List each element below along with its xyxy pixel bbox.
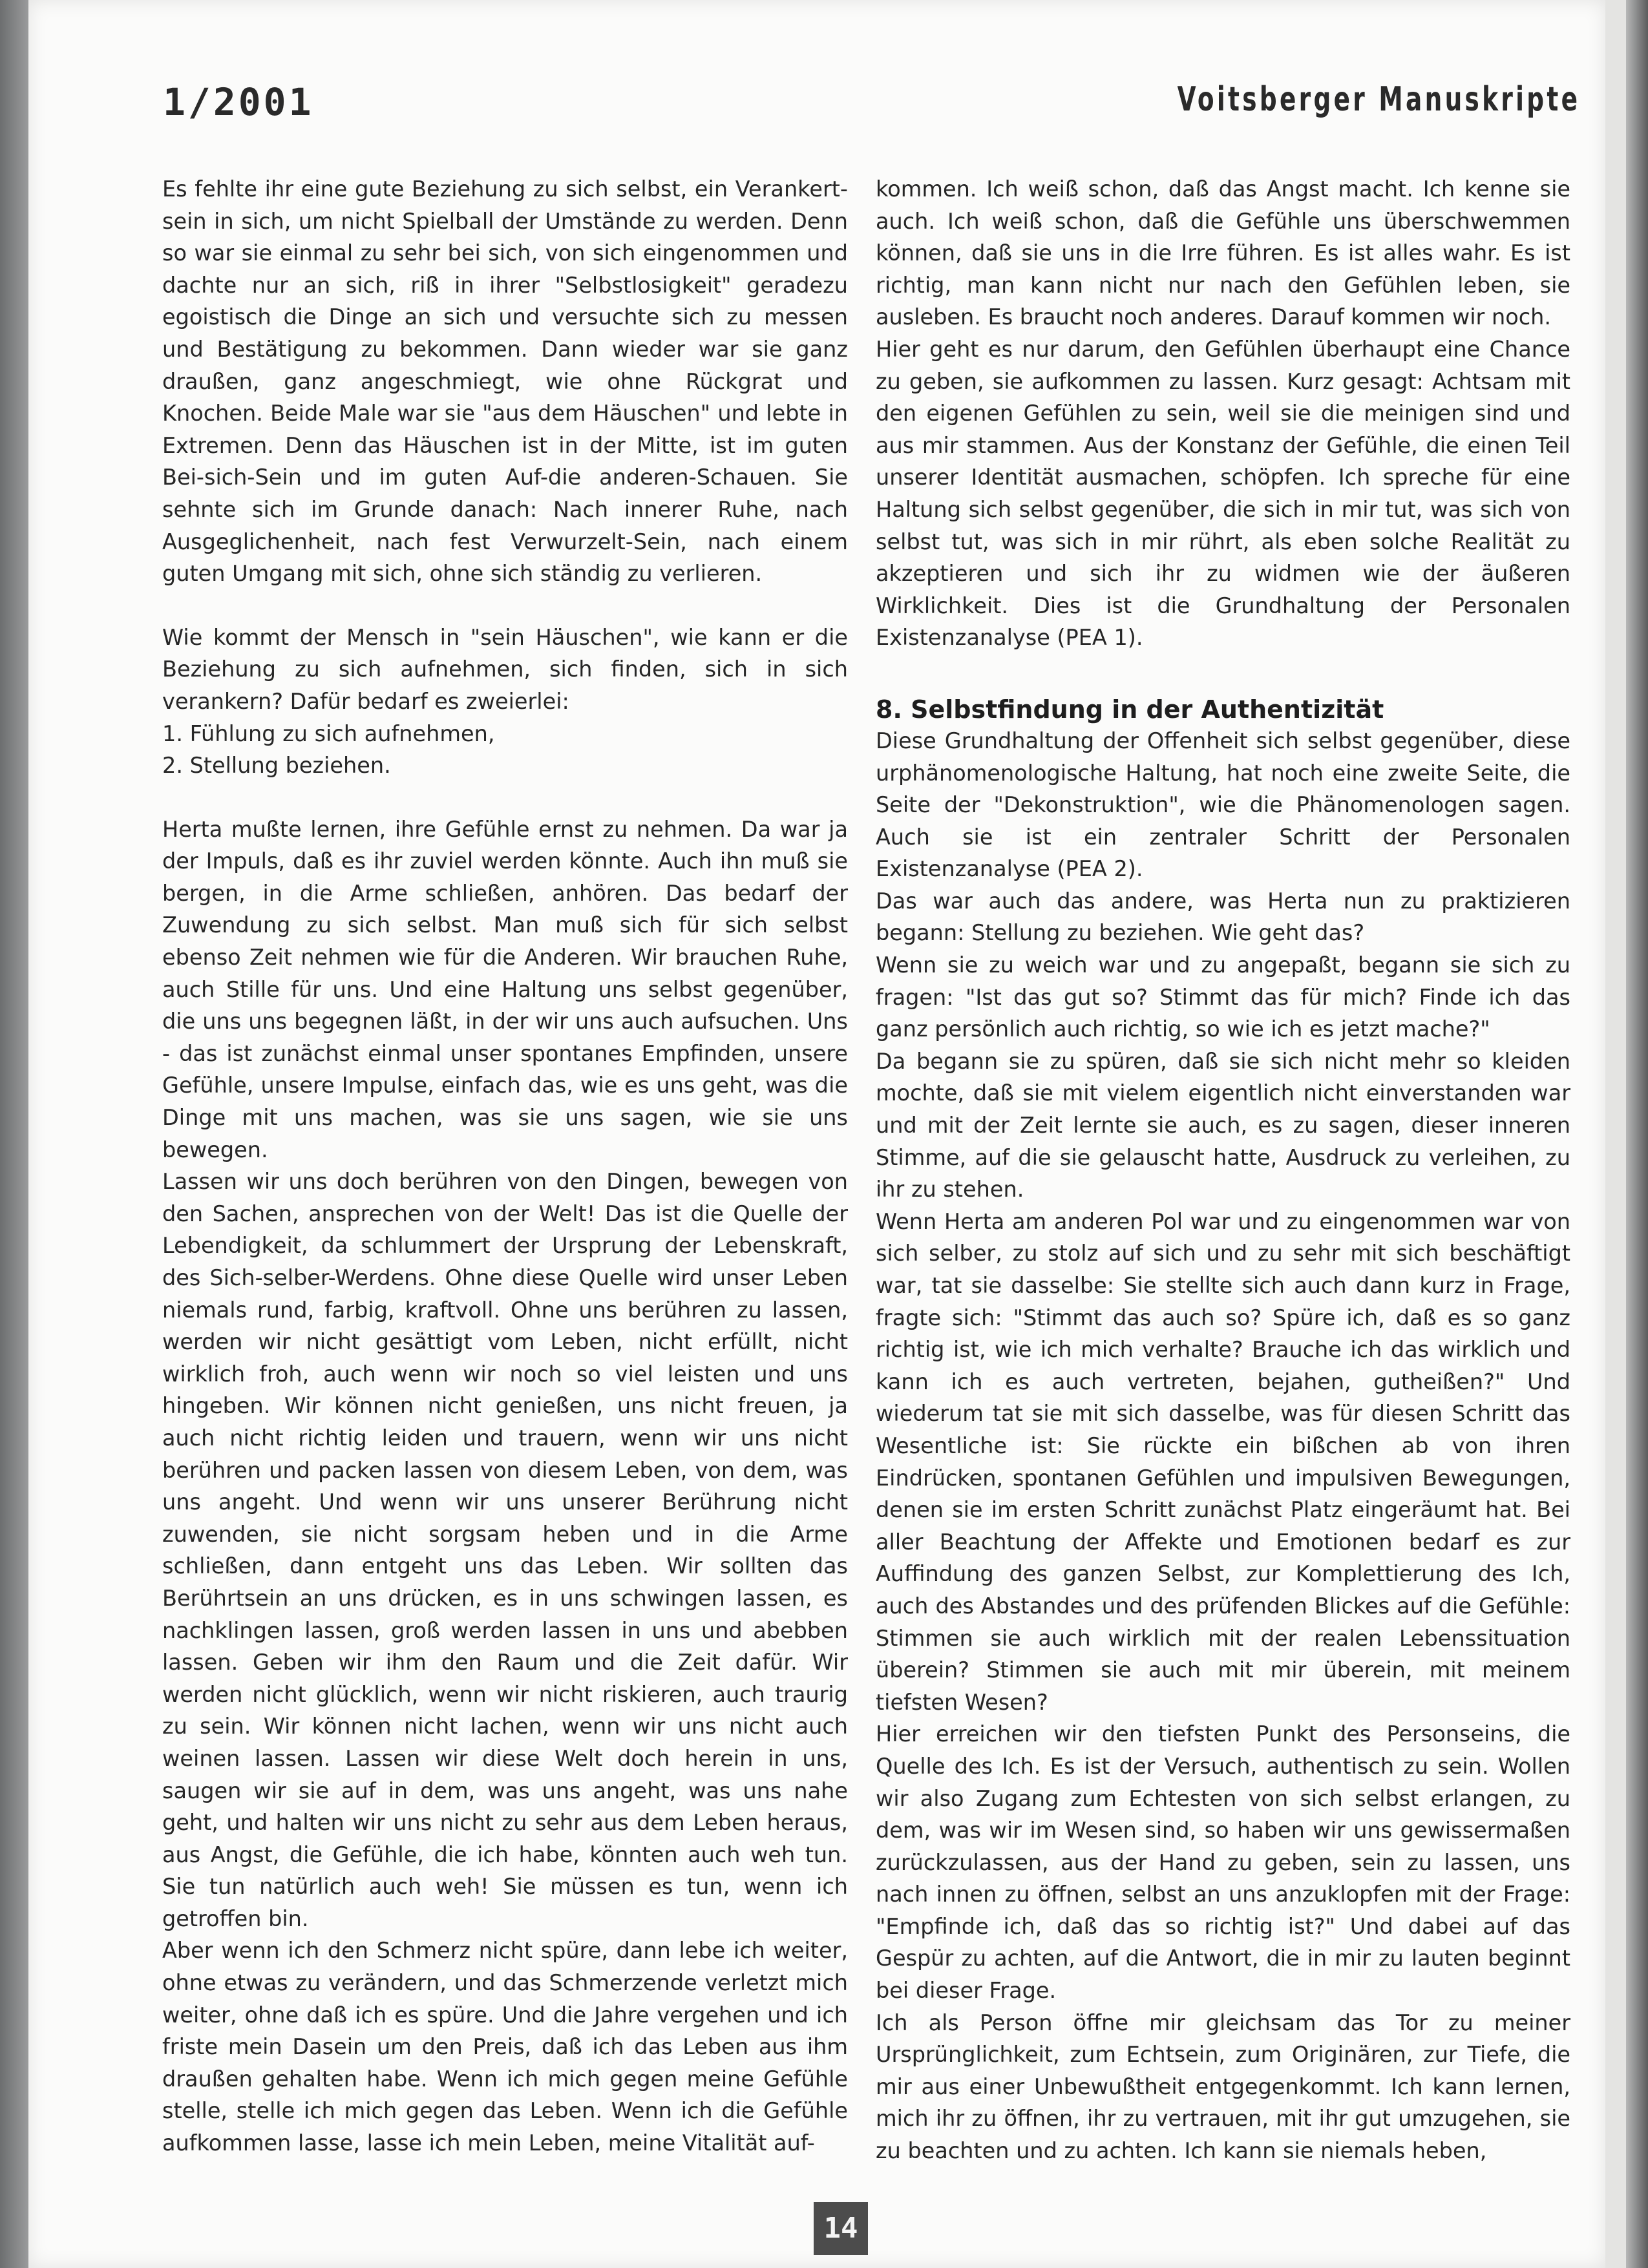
paragraph: Das war auch das andere, was Herta nun zu praktizieren begann: Stellung zu beziehen. Wie geht das?: [876, 888, 1570, 946]
journal-title: Voitsberger Manuskripte: [1177, 80, 1580, 119]
paragraph: Wenn Herta am anderen Pol war und zu eingenommen war von sich selber, zu stolz auf sich und zu sehr mit sich beschäftigt war, tat sie dasselbe: Sie stellte sich auch dann kurz in Frage, fragte sich: "Stimmt das auch so? Spüre ich, daß es so ganz richtig ist, wie ich mich verhalte? Brauche ich das wirklich und kann ich es auch vertreten, bejahen, gutheißen?" Und wiederum tat sie mit sich dasselbe, was für diesen Schritt das Wesentliche ist: Sie rückte ein bißchen ab von ihren Eindrücken, spontanen Gefühlen und impulsiven Bewegungen, denen sie im ersten Schritt zunächst Platz eingeräumt hat. Bei aller Beachtung der Affekte und Emotionen bedarf es zur Auffindung des ganzen Selbst, zur Komplettierung des Ich, auch des Abstandes und des prüfenden Blickes auf die Gefühle: Stimmen sie auch wirklich mit der realen Lebenssituation überein? Stimmen sie auch mit mir überein, mit meinem tiefsten Wesen?: [876, 1208, 1570, 1715]
paragraph: Diese Grundhaltung der Offenheit sich selbst gegenüber, diese urphänomenologische Haltung, hat noch eine zweite Seite, die Seite der "Dekonstruktion", wie die Phänomenologen sagen. Auch sie ist ein zentraler Schritt der Personalen Existenzanalyse (PEA 2).: [876, 728, 1570, 882]
paragraph: Ich als Person öffne mir gleichsam das Tor zu meiner Ursprünglichkeit, zum Echtsein, zum Originären, zur Tiefe, die mir aus einer Unbewußtheit entgegenkommt. Ich kann lernen, mich ihr zu öffnen, ihr zu vertrauen, mit ihr gut umzugehen, sie zu beachten und zu achten. Ich kann sie niemals heben,: [876, 2010, 1570, 2164]
paragraph: Wenn sie zu weich war und zu angepaßt, begann sie sich zu fragen: "Ist das gut so? Stimmt das für mich? Finde ich das ganz persönlich auch richtig, so wie ich es jetzt mache?": [876, 952, 1570, 1042]
scan-shadow-left: [0, 0, 28, 2268]
list-item: 1. Fühlung zu sich aufnehmen,: [162, 720, 495, 746]
paragraph: Da begann sie zu spüren, daß sie sich nicht mehr so kleiden mochte, daß sie mit vielem eigentlich nicht einverstanden war und mit der Zeit lernte sie auch, es zu sagen, dieser inneren Stimme, auf die sie gelauscht hatte, Ausdruck zu verleihen, zu ihr zu stehen.: [876, 1048, 1570, 1202]
page-number: 14: [814, 2202, 868, 2255]
section-heading: 8. Selbstfindung in der Authentizität: [876, 695, 1384, 724]
paragraph: Hier geht es nur darum, den Gefühlen überhaupt eine Chance zu geben, sie aufkommen zu lassen. Kurz gesagt: Achtsam mit den eigenen Gefühlen zu sein, weil sie die meinigen sind und aus mir stammen. Aus der Konstanz der Gefühle, die einen Teil unserer Identität ausmachen, schöpfen. Ich spreche für eine Haltung sich selbst gegenüber, die sich in mir tut, was sich von selbst tut, was sich in mir rührt, als eben solche Realität zu akzeptieren und sich ihr zu widmen wie der äußeren Wirklichkeit. Dies ist die Grundhaltung der Personalen Existenzanalyse (PEA 1).: [876, 336, 1570, 651]
scan-shadow-right: [1626, 0, 1648, 2268]
paragraph: Hier erreichen wir den tiefsten Punkt des Personseins, die Quelle des Ich. Es ist der Versuch, authentisch zu sein. Wollen wir also Zugang zum Echtesten von sich selbst erlangen, zu dem, was wir im Wesen sind, so haben wir uns gewissermaßen zurückzulassen, aus der Hand zu geben, sein zu lassen, uns nach innen zu öffnen, selbst an uns anzuklopfen mit der Frage: "Empfinde ich, daß das so richtig ist?" Und dabei auf das Gespür zu achten, auf die Antwort, die in mir zu lauten beginnt bei dieser Frage.: [876, 1721, 1570, 2004]
list-item: 2. Stellung beziehen.: [162, 753, 391, 779]
paragraph: Lassen wir uns doch berühren von den Dingen, bewegen von den Sachen, ansprechen von der Welt! Das ist die Quelle der Lebendigkeit, da schlummert der Ursprung der Lebenskraft, des Sich-selber-Werdens. Ohne diese Quelle wird unser Leben niemals rund, farbig, kraftvoll. Ohne uns berühren zu lassen, werden wir nicht gesättigt vom Leben, nicht erfüllt, nicht wirklich froh, auch wenn wir noch so viel leisten und uns hingeben. Wir können nicht genießen, uns nicht freuen, ja auch nicht richtig leiden und trauern, wenn wir uns nicht berühren und packen lassen von diesem Leben, von dem, was uns angeht. Und wenn wir uns unserer Berührung nicht zuwenden, sie nicht sorgsam heben und in die Arme schließen, dann entgeht uns das Leben. Wir sollten das Berührtsein an uns drücken, es in uns schwingen lassen, es nachklingen lassen, groß werden lassen in uns und abebben lassen. Geben wir ihm den Raum und die Zeit dafür. Wir werden nicht glücklich, wenn wir nicht riskieren, auch traurig zu sein. Wir können nicht lachen, wenn wir uns nicht auch weinen lassen. Lassen wir diese Welt doch herein in uns, saugen wir sie auf in dem, was uns angeht, was uns nahe geht, und halten wir uns nicht zu sehr aus dem Leben heraus, aus Angst, die Gefühle, die ich habe, könnten auch weh tun. Sie tun natürlich auch weh! Sie müssen es tun, wenn ich getroffen bin.: [162, 1169, 848, 1931]
paragraph: Herta mußte lernen, ihre Gefühle ernst zu nehmen. Da war ja der Impuls, daß es ihr zuviel werden könnte. Auch ihn muß sie bergen, in die Arme schließen, anhören. Das bedarf der Zuwendung zu sich selbst. Man muß sich für sich selbst ebenso Zeit nehmen wie für die Anderen. Wir brauchen Ruhe, auch Stille für uns. Und eine Haltung uns selbst gegenüber, die uns uns begegnen läßt, in der wir uns auch aufsuchen. Uns - das ist zunächst einmal unser spontanes Empfinden, unsere Gefühle, unsere Impulse, einfach das, wie es uns geht, was die Dinge mit uns machen, was sie uns sagen, wie sie uns bewegen.: [162, 816, 848, 1162]
paragraph: Es fehlte ihr eine gute Beziehung zu sich selbst, ein Verankert-sein in sich, um nicht Spielball der Umstände zu werden. Denn so war sie einmal zu sehr bei sich, von sich eingenommen und dachte nur an sich, riß in ihrer "Selbstlosigkeit" geradezu egoistisch die Dinge an sich und versuchte sich zu messen und Bestätigung zu bekommen. Dann wieder war sie ganz draußen, ganz angeschmiegt, wie ohne Rückgrat und Knochen. Beide Male war sie "aus dem Häuschen" und lebte in Extremen. Denn das Häuschen ist in der Mitte, ist im guten Bei-sich-Sein und im guten Auf-die anderen-Schauen. Sie sehnte sich im Grunde danach: Nach innerer Ruhe, nach Ausgeglichenheit, nach fest Verwurzelt-Sein, nach einem guten Umgang mit sich, ohne sich ständig zu verlieren.: [162, 176, 848, 587]
paragraph: Aber wenn ich den Schmerz nicht spüre, dann lebe ich weiter, ohne etwas zu verändern, und das Schmerzende verletzt mich weiter, ohne daß ich es spüre. Und die Jahre vergehen und ich friste mein Dasein um den Preis, daß ich das Leben aus ihm draußen gehalten habe. Wenn ich mich gegen meine Gefühle stelle, stelle ich mich gegen das Leben. Wenn ich die Gefühle aufkommen lasse, lasse ich mein Leben, meine Vitalität auf-: [162, 1938, 848, 2156]
right-column: [876, 173, 1570, 2167]
issue-number: 1/2001: [163, 80, 314, 124]
paragraph: Wie kommt der Mensch in "sein Häuschen", wie kann er die Beziehung zu sich aufnehmen, sich finden, sich in sich verankern? Dafür bedarf es zweierlei:: [162, 624, 848, 714]
paragraph: kommen. Ich weiß schon, daß das Angst macht. Ich kenne sie auch. Ich weiß schon, daß die Gefühle uns überschwemmen können, daß sie uns in die Irre führen. Es ist alles wahr. Es ist richtig, man kann nicht nur nach den Gefühlen leben, sie ausleben. Es braucht noch anderes. Darauf kommen wir noch.: [876, 176, 1570, 330]
left-column: [162, 173, 848, 2159]
